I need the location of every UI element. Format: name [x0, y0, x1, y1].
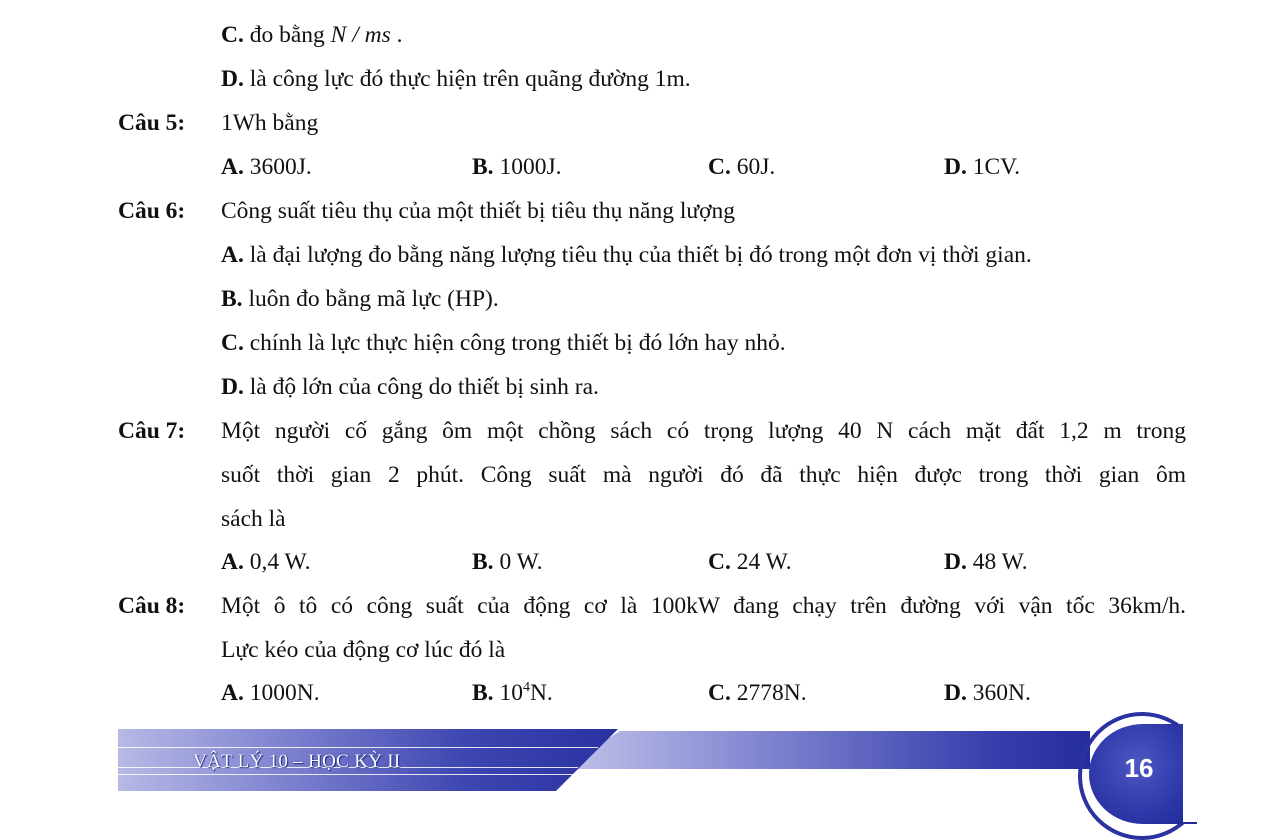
option-text: 0,4 W. [243, 549, 311, 575]
q7-option-d [944, 548, 1028, 576]
option-text: 0 W. [493, 549, 543, 575]
option-unit: N. [529, 680, 553, 706]
option-label: D. [221, 374, 244, 400]
footer-rule [118, 774, 573, 775]
option-text: là đại lượng đo bằng năng lượng tiêu thụ của thiết bị đó trong một đơn vị thời gian. [243, 242, 1032, 268]
footer-band-right [560, 731, 1090, 769]
option-text: 1000N. [243, 680, 320, 706]
option-label: C. [708, 154, 731, 180]
question-stem-line-2: Lực kéo của động cơ lúc đó là [221, 637, 506, 663]
q8-option-d [944, 679, 1031, 707]
option-label: C. [221, 330, 244, 356]
q7-option-c [708, 548, 792, 576]
q6-option-d [221, 373, 599, 401]
option-text: 48 W. [966, 549, 1028, 575]
q6-option-b [221, 285, 499, 313]
option-label: C. [708, 680, 731, 706]
option-label: A. [221, 242, 244, 268]
formula: N / ms [330, 22, 391, 48]
q6-option-c [221, 329, 786, 357]
option-label: B. [472, 549, 494, 575]
option-label: A. [221, 680, 244, 706]
option-label: D. [944, 549, 967, 575]
option-label: A. [221, 549, 244, 575]
option-text: 2778N. [730, 680, 807, 706]
option-text: 60J. [730, 154, 776, 180]
q5-option-a [221, 153, 312, 181]
question-stem: Công suất tiêu thụ của một thiết bị tiêu thụ năng lượng [221, 198, 736, 224]
q6-option-a [221, 241, 1032, 269]
question-stem: 1Wh bằng [221, 110, 319, 136]
question-stem-line-3: sách là [221, 506, 286, 532]
option-text-end: . [390, 22, 403, 48]
option-label: B. [221, 286, 243, 312]
option-text: là công lực đó thực hiện trên quãng đường 1m. [243, 66, 691, 92]
option-text: đo bằng [243, 22, 331, 48]
option-label: D. [944, 154, 967, 180]
page-number: 16 [1124, 753, 1154, 783]
q8-option-a [221, 679, 320, 707]
option-text: 24 W. [730, 549, 792, 575]
q4-option-d [221, 65, 691, 93]
page-margin [1183, 700, 1275, 822]
question-stem-line-1: Một ô tô có công suất của động cơ là 100kW đang chạy trên đường với vận tốc 36km/h. [221, 593, 1186, 619]
option-label: B. [472, 680, 494, 706]
option-label: C. [221, 22, 244, 48]
option-text: 1000J. [493, 154, 562, 180]
footer-rule [118, 747, 598, 748]
option-text: 360N. [966, 680, 1031, 706]
option-label: D. [944, 680, 967, 706]
q7-option-b [472, 548, 543, 576]
q5-option-c [708, 153, 775, 181]
q4-option-c [221, 21, 403, 49]
question-number: Câu 5: [118, 110, 186, 136]
option-label: C. [708, 549, 731, 575]
footer-title: VẬT LÝ 10 – HỌC KỲ II [193, 751, 401, 772]
q8-option-c [708, 679, 807, 707]
question-number: Câu 8: [118, 593, 186, 619]
q5-option-d [944, 153, 1020, 181]
option-text: 3600J. [243, 154, 312, 180]
q8-option-b [472, 679, 553, 707]
q5-option-b [472, 153, 561, 181]
exponent: 4 [522, 680, 530, 695]
option-label: A. [221, 154, 244, 180]
option-text: 1CV. [966, 154, 1020, 180]
q7-option-a [221, 548, 310, 576]
option-label: D. [221, 66, 244, 92]
question-number: Câu 7: [118, 418, 186, 444]
question-stem-line-1: Một người cố gắng ôm một chồng sách có trọng lượng 40 N cách mặt đất 1,2 m trong [221, 418, 1186, 444]
option-text: luôn đo bằng mã lực (HP). [242, 286, 499, 312]
option-text: chính là lực thực hiện công trong thiết bị đó lớn hay nhỏ. [243, 330, 786, 356]
option-label: B. [472, 154, 494, 180]
option-text: 10 [493, 680, 523, 706]
option-text: là độ lớn của công do thiết bị sinh ra. [243, 374, 599, 400]
question-number: Câu 6: [118, 198, 186, 224]
question-stem-line-2: suốt thời gian 2 phút. Công suất mà người đó đã thực hiện được trong thời gian ôm [221, 462, 1186, 488]
